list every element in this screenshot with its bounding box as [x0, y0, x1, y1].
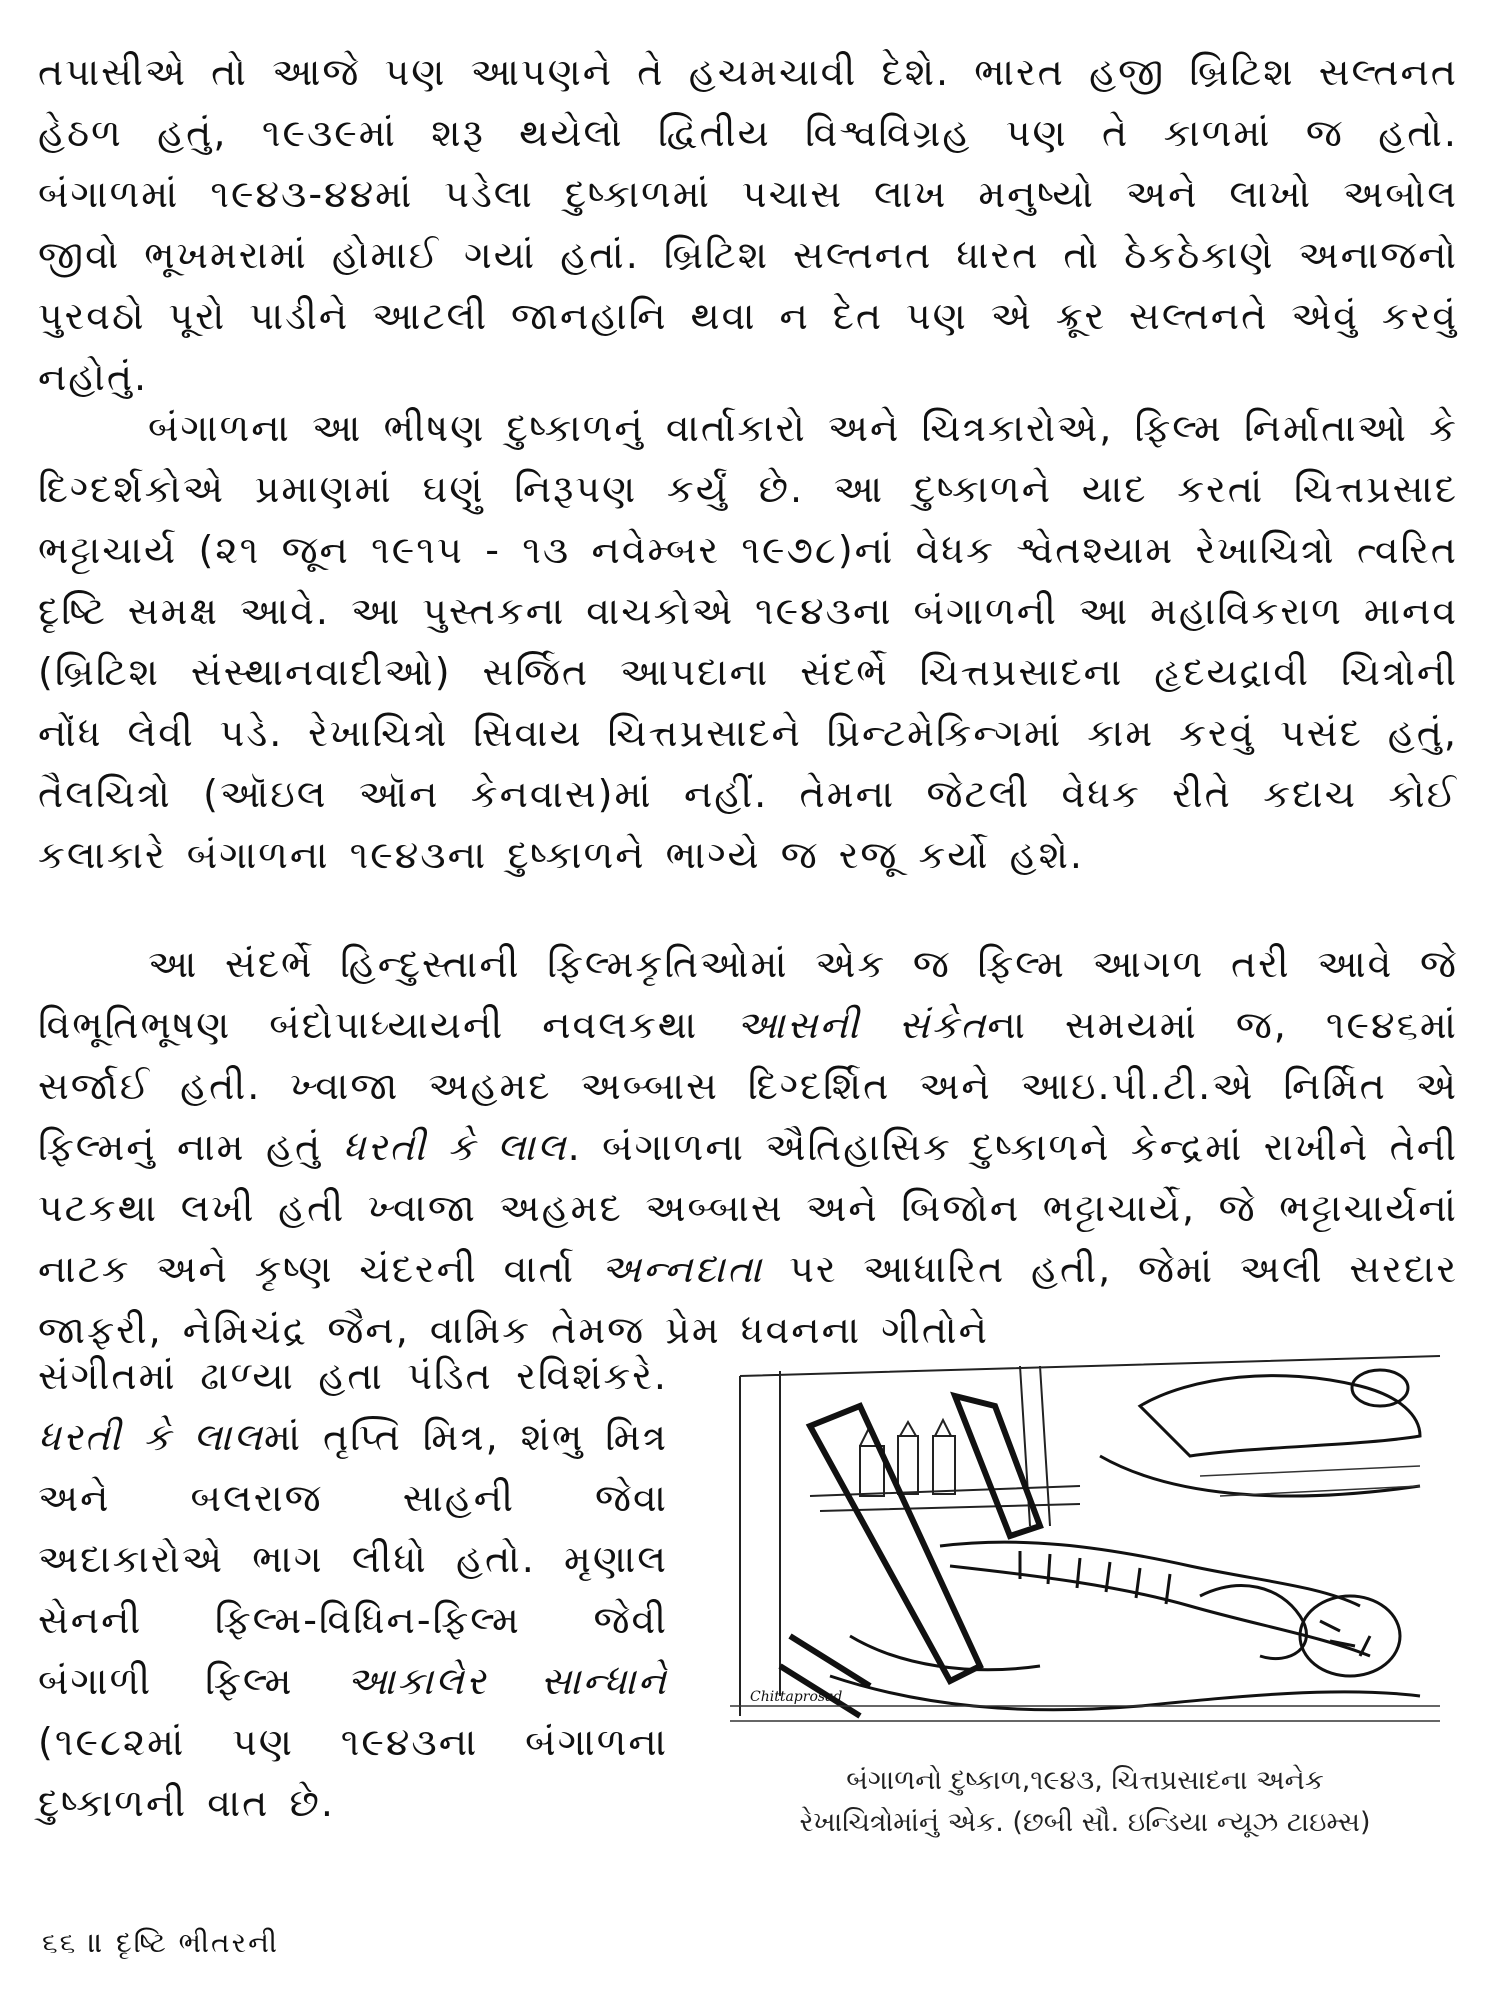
wrapped-text: માં તૃપ્તિ મિત્ર, શંભુ મિત્ર અને બલરાજ સાહની જેવા અદાકારોએ ભાગ લીધો હતો. મૃણાલ સેનની ફિલ્મ-વિધિન-ફિલ્મ જેવી બંગાળી ફિલ્મ [38, 1415, 668, 1703]
artist-signature: Chittaprosad [750, 1689, 843, 1705]
paragraph-3 [38, 934, 1458, 1361]
paragraph-3-text: . બંગાળના ઐતિહાસિક દુષ્કાળને કેન્દ્રમાં રાખીને તેની પટકથા લખી હતી ખ્વાજા અહમદ અબ્બાસ અને બિજોન ભટ્ટાચાર્યે, જે ભટ્ટાચાર્યનાં નાટક અને કૃષ્ણ ચંદરની વાર્તા [38, 1125, 1458, 1291]
novel-title: આસની સંકેત [736, 1003, 988, 1047]
paragraph-3-text: પર આધારિત હતી, જેમાં અલી સરદાર જાફરી, નેમિચંદ્ર જૈન, વામિક તેમજ પ્રેમ ધવનના ગીતોને [38, 1247, 1458, 1352]
wrapped-paragraph [38, 1346, 668, 1834]
film-title: આકાલેર સાન્ધાને [346, 1659, 668, 1703]
caption-line: બંગાળનો દુષ્કાળ,૧૯૪૩, ચિત્તપ્રસાદના અનેક [846, 1765, 1324, 1796]
film-title: ધરતી કે લાલ [342, 1125, 568, 1169]
story-title: અન્નદાતા [600, 1247, 764, 1291]
figure-caption [700, 1760, 1470, 1844]
page-footer: ૬૬ ॥ દૃષ્ટિ ભીતરની [42, 1926, 279, 1959]
wrapped-text: (૧૯૮૨માં પણ ૧૯૪૩ના બંગાળના દુષ્કાળની વાત છે. [38, 1720, 668, 1825]
paragraph-1: તપાસીએ તો આજે પણ આપણને તે હચમચાવી દેશે. ભારત હજી બ્રિટિશ સલ્તનત હેઠળ હતું, ૧૯૩૯માં શરૂ થયેલો દ્વિતીય વિશ્વવિગ્રહ પણ તે કાળમાં જ હતો. બંગાળમાં ૧૯૪૩-૪૪માં પડેલા દુષ્કાળમાં પચાસ લાખ મનુષ્યો અને લાખો અબોલ જીવો ભૂખમરામાં હોમાઈ ગયાં હતાં. બ્રિટિશ સલ્તનત ધારત તો ઠેકઠેકાણે અનાજનો પુરવઠો પૂરો પાડીને આટલી જાનહાનિ થવા ન દેત પણ એ ક્રૂર સલ્તનતે એવું કરવું નહોતું. [38, 50, 1458, 399]
caption-line: રેખાચિત્રોમાંનું એક. (છબી સૌ. ઇન્ડિયા ન્યૂઝ ટાઇમ્સ) [799, 1807, 1371, 1838]
famine-sketch-illustration [720, 1336, 1450, 1736]
paragraph-3-text: ના સમયમાં જ, ૧૯૪૬માં સર્જાઈ હતી. ખ્વાજા અહમદ અબ્બાસ દિગ્દર્શિત અને આઇ.પી.ટી.એ નિર્મિત એ ફિલ્મનું નામ હતું [38, 1003, 1458, 1169]
wrapped-text: સંગીતમાં ઢાળ્યા હતા પંડિત રવિશંકરે. [38, 1354, 668, 1398]
paragraph-3-text: આ સંદર્ભે હિન્દુસ્તાની ફિલ્મકૃતિઓમાં એક જ ફિલ્મ આગળ તરી આવે જે વિભૂતિભૂષણ બંદોપાધ્યાયની નવલકથા [38, 942, 1458, 1047]
paragraph-2: બંગાળના આ ભીષણ દુષ્કાળનું વાર્તાકારો અને ચિત્રકારોએ, ફિલ્મ નિર્માતાઓ કે દિગ્દર્શકોએ પ્રમાણમાં ઘણું નિરૂપણ કર્યું છે. આ દુષ્કાળને યાદ કરતાં ચિત્તપ્રસાદ ભટ્ટાચાર્ય (૨૧ જૂન ૧૯૧૫ - ૧૩ નવેમ્બર ૧૯૭૮)નાં વેધક શ્વેતશ્યામ રેખાચિત્રો ત્વરિત દૃષ્ટિ સમક્ષ આવે. આ પુસ્તકના વાચકોએ ૧૯૪૩ના બંગાળની આ મહાવિકરાળ માનવ (બ્રિટિશ સંસ્થાનવાદીઓ) સર્જિત આપદાના સંદર્ભે ચિત્તપ્રસાદના હૃદયદ્રાવી ચિત્રોની નોંધ લેવી પડે. રેખાચિત્રો સિવાય ચિત્તપ્રસાદને પ્રિન્ટમેકિન્ગમાં કામ કરવું પસંદ હતું, તૈલચિત્રો (ઑઇલ ઑન કેનવાસ)માં નહીં. તેમના જેટલી વેધક રીતે કદાચ કોઈ કલાકારે બંગાળના ૧૯૪૩ના દુષ્કાળને ભાગ્યે જ રજૂ કર્યો હશે. [38, 406, 1458, 877]
film-title: ધરતી કે લાલ [38, 1415, 264, 1459]
